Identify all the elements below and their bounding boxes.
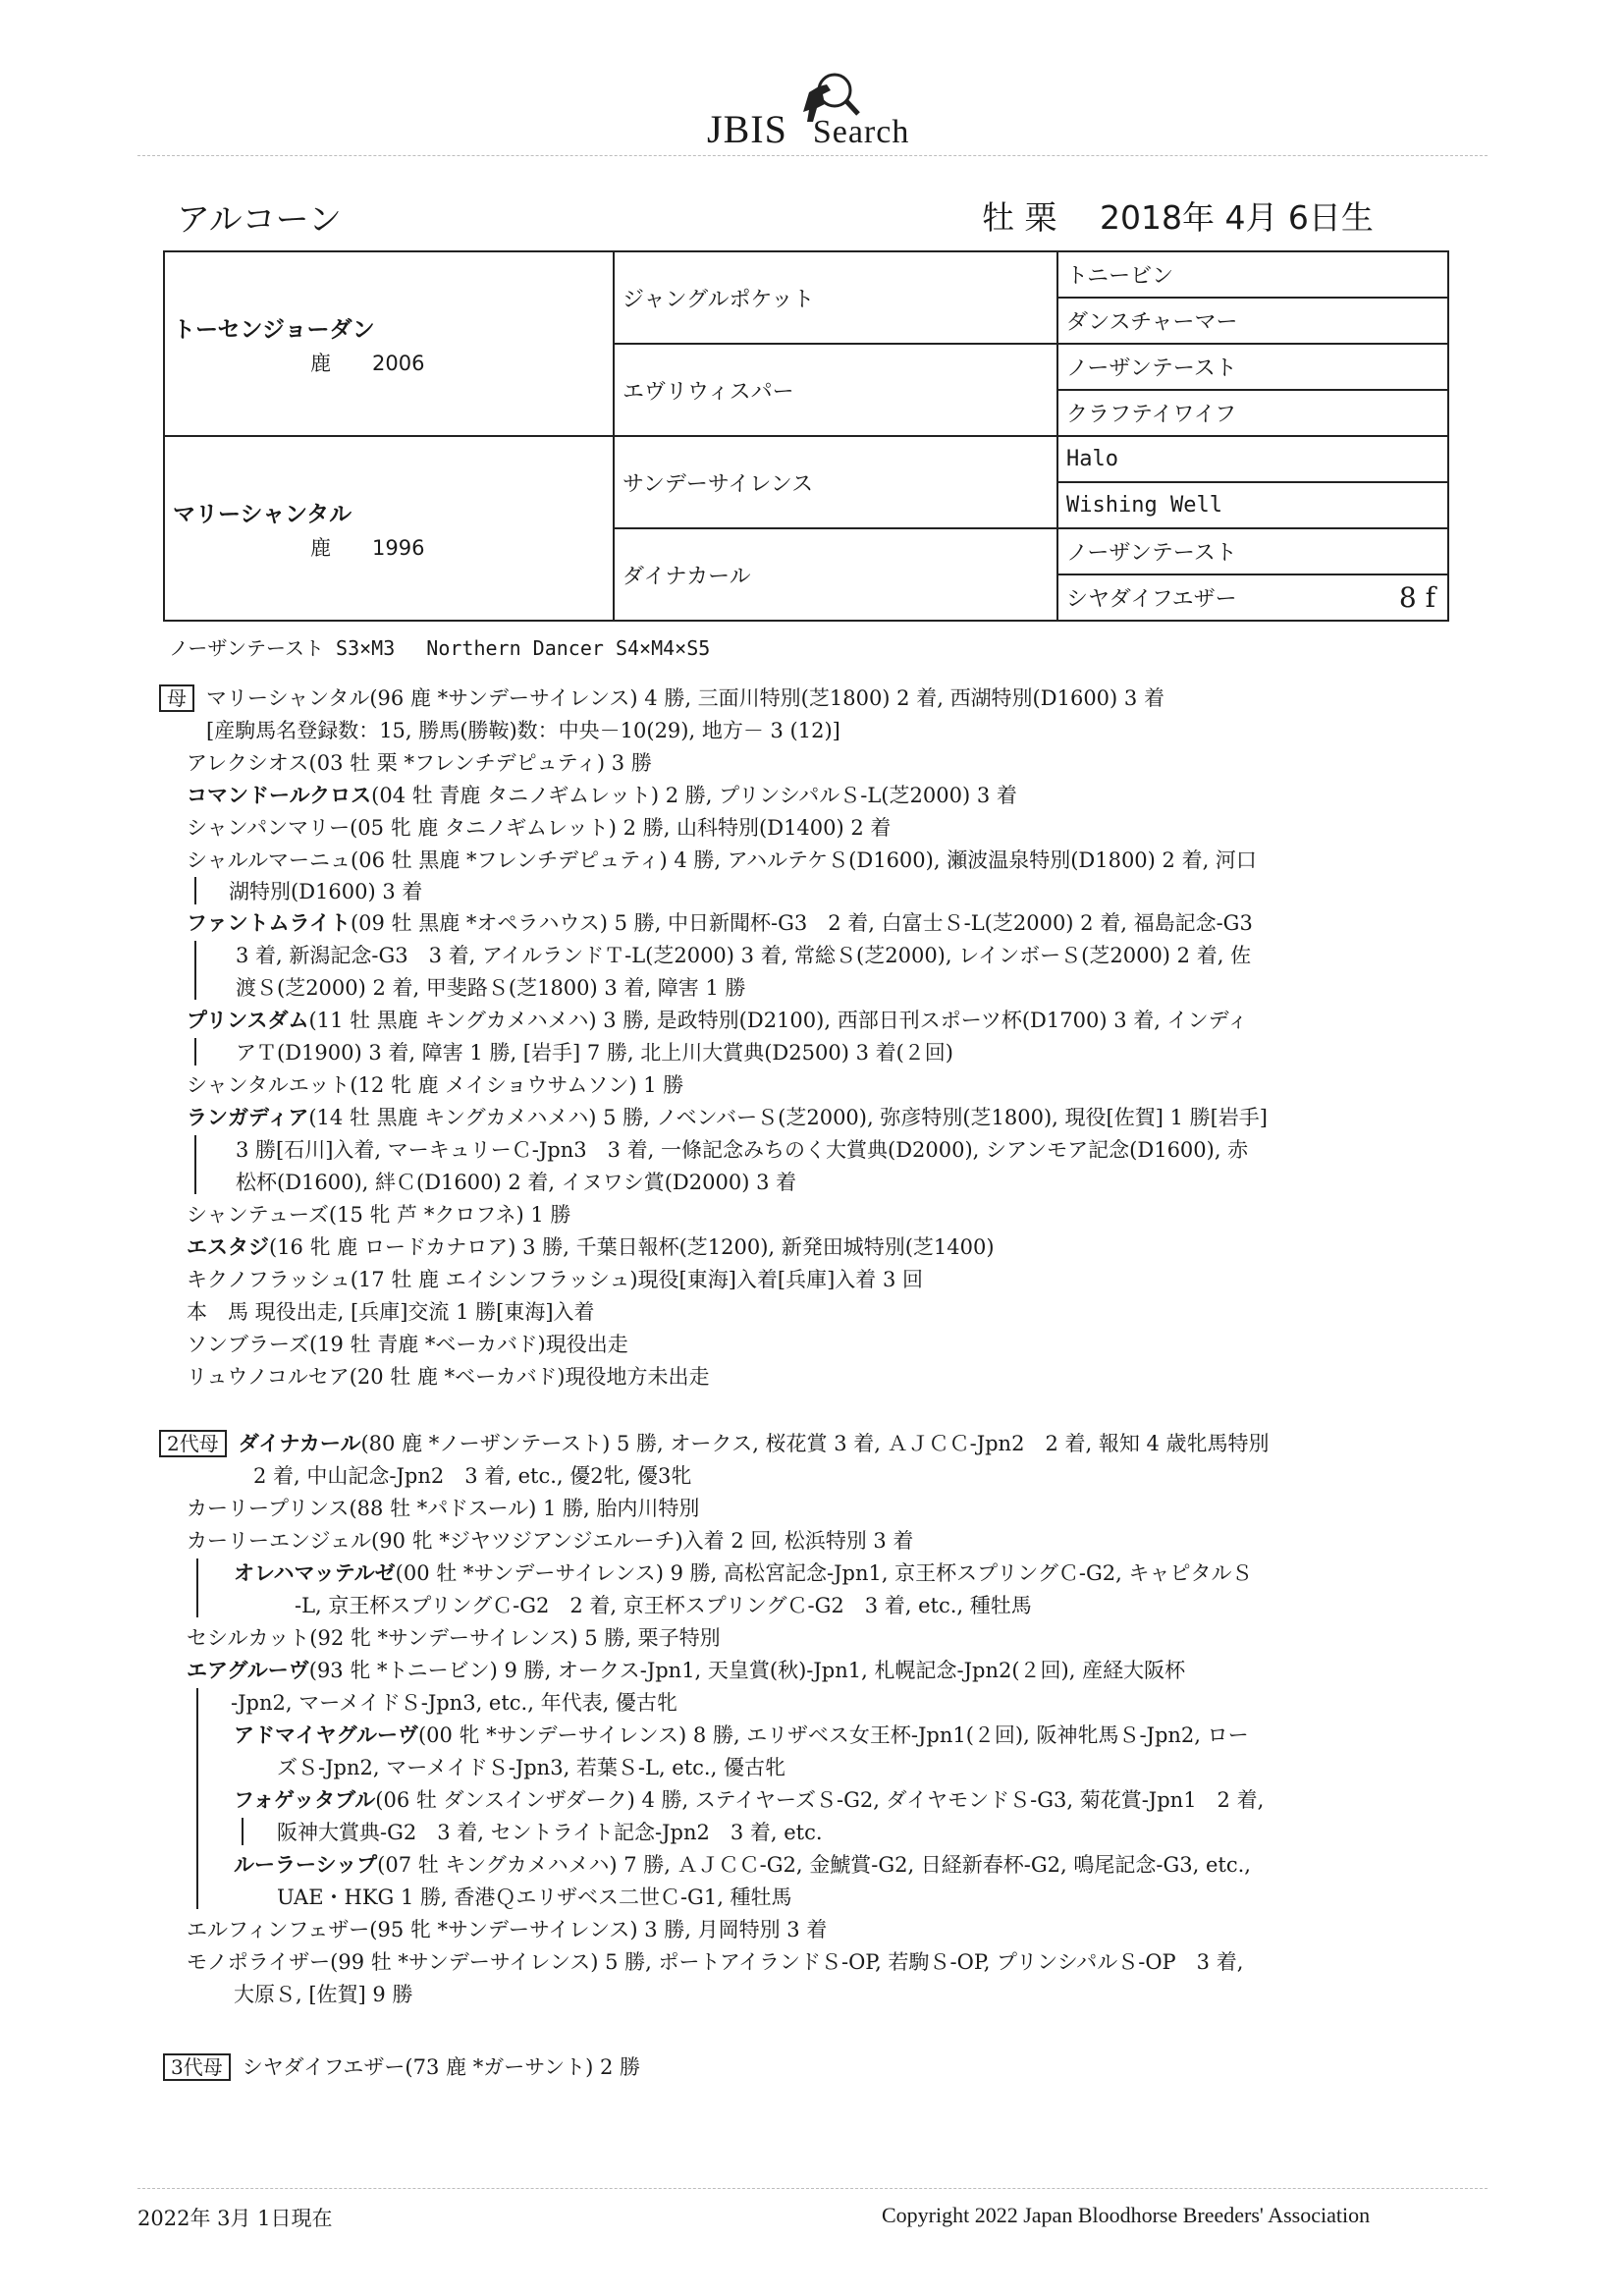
sire-cell [164,251,614,436]
list-item-cont: 松杯(D1600), 絆Ｃ(D1600) 2 着, イヌワシ賞(D2000) 3 着 [236,1171,797,1194]
horse-record: (07 牡 キングカメハメハ) 7 勝, ＡＪＣＣ-G2, 金鯱賞-G2, 日経新春杯-G2, 鳴尾記念-G3, etc., [377,1853,1251,1877]
list-item-cont: UAE・HKG 1 勝, 香港Ｑエリザベス二世Ｃ-G1, 種牡馬 [277,1886,792,1909]
ancestor-cell: Halo [1057,436,1448,482]
horse-name: アルコーン [177,200,342,240]
list-item-cont: アＴ(D1900) 3 着, 障害 1 勝, [岩手] 7 勝, 北上川大賞典(D2500) 3 着(２回) [236,1041,953,1065]
horse-name-bold: プリンスダム [187,1009,309,1032]
list-item: アレクシオス(03 牡 栗 *フレンチデピュティ) 3 勝 [187,751,652,775]
horse-name-bold: ランガディア [187,1106,309,1129]
third-dam-tag: 3代母 [163,2053,231,2081]
list-item: モノポライザー(99 牡 *サンデーサイレンス) 5 勝, ポートアイランドＳ-OP, 若駒Ｓ-OP, プリンシパルＳ-OP 3 着, [187,1950,1244,1974]
logo-search: Search [812,114,910,150]
list-item [187,1232,995,1262]
list-item-cont: ズＳ-Jpn2, マーメイドＳ-Jpn3, 若葉Ｓ-L, etc., 優古牝 [277,1756,785,1779]
list-item-cont: 湖特別(D1600) 3 着 [229,880,423,903]
list-item [187,908,1253,938]
horse-record: (06 牡 ダンスインザダーク) 4 勝, ステイヤーズＳ-G2, ダイヤモンドＳ-G3, 菊花賞-Jpn1 2 着, [375,1788,1265,1812]
list-item [234,1721,1249,1750]
ancestor-cell [1057,574,1448,621]
list-item: カーリーエンジェル(90 牝 *ジヤツジアンジエルーチ)入着 2 回, 松浜特別 3 着 [187,1529,914,1553]
list-item-cont: 阪神大賞典-G2 3 着, セントライト記念-Jpn2 3 着, etc. [277,1821,823,1844]
family-number: 8 f [1398,581,1435,614]
dam-sire-cell: サンデーサイレンス [614,436,1057,528]
sire-detail: 鹿 2006 [310,351,425,375]
list-item: シャルルマーニュ(06 牡 黒鹿 *フレンチデピュティ) 4 勝, アハルテケＳ(D1600), 瀬波温泉特別(D1800) 2 着, 河口 [187,848,1257,872]
ancestor-name: シヤダイフエザー [1066,587,1237,612]
header-divider [137,155,1488,156]
produce-stats: [産駒馬名登録数：15, 勝馬(勝鞍)数：中央－10(29), 地方－ 3 (12)] [206,719,840,742]
list-item [234,1850,1251,1880]
list-item-cont: -Jpn2, マーメイドＳ-Jpn3, etc., 年代表, 優古牝 [231,1691,677,1715]
list-item: エルフィンフェザー(95 牝 *サンデーサイレンス) 3 勝, 月岡特別 3 着 [187,1918,828,1941]
list-item: シャンパンマリー(05 牝 鹿 タニノギムレット) 2 勝, 山科特別(D1400) 2 着 [187,816,892,840]
horse-name-bold: ルーラーシップ [234,1853,378,1877]
horse-sex-color-birth: 牡 栗 2018年 4月 6日生 [982,198,1374,237]
pedigree-table [163,250,1449,622]
list-item [187,1006,1248,1035]
horse-name-bold: アドマイヤグルーヴ [234,1723,418,1747]
dam-name-text: マリーシャンタル [206,686,370,710]
list-item-cont: 2 着, 中山記念-Jpn2 3 着, etc., 優2牝, 優3牝 [253,1464,692,1488]
second-dam-record: (80 鹿 *ノーザンテースト) 5 勝, オークス, 桜花賞 3 着, ＡＪＣＣ-Jpn2 2 着, 報知 4 歳牝馬特別 [360,1432,1270,1455]
ancestor-cell: ノーザンテースト [1057,528,1448,574]
list-item: リュウノコルセア(20 牡 鹿 *ベーカバド)現役地方未出走 [187,1365,710,1389]
logo-jbis: JBIS [707,107,787,151]
inbreeding-note: ノーザンテースト S3×M3 Northern Dancer S4×M4×S5 [169,636,711,660]
list-item: キクノフラッシュ(17 牡 鹿 エイシンフラッシュ)現役[東海]入着[兵庫]入着 3 回 [187,1268,923,1291]
list-item [234,1785,1264,1815]
list-item: シャンテューズ(15 牝 芦 *クロフネ) 1 勝 [187,1203,571,1227]
dam-line [159,683,1164,713]
descendant-bar [196,1688,198,1909]
horse-name-bold: ファントムライト [187,911,351,935]
dam-cell [164,436,614,621]
horse-record: (14 牡 黒鹿 キングカメハメハ) 5 勝, ノベンバーＳ(芝2000), 弥彦特別(芝1800), 現役[佐賀] 1 勝[岩手] [308,1106,1269,1129]
horse-record: (00 牡 *サンデーサイレンス) 9 勝, 高松宮記念-Jpn1, 京王杯スプリングＣ-G2, キャピタルＳ [395,1561,1253,1585]
jbis-search-logo [707,69,943,157]
list-item: カーリープリンス(88 牡 *パドスール) 1 勝, 胎内川特別 [187,1497,700,1520]
ancestor-cell: クラフテイワイフ [1057,390,1448,436]
list-item-cont: 大原Ｓ, [佐賀] 9 勝 [234,1983,413,2006]
descendant-bar [242,1818,244,1845]
list-item-cont: -L, 京王杯スプリングＣ-G2 2 着, 京王杯スプリングＣ-G2 3 着, etc., 種牡馬 [295,1594,1032,1617]
ancestor-cell: Wishing Well [1057,482,1448,528]
horse-name-bold: フォゲッタブル [234,1788,376,1812]
second-dam-line [159,1429,1270,1458]
descendant-bar [194,1038,196,1066]
horse-record: (09 牡 黒鹿 *オペラハウス) 5 勝, 中日新聞杯-G3 2 着, 白富士Ｓ-L(芝2000) 2 着, 福島記念-G3 [350,911,1253,935]
list-item: ソンブラーズ(19 牡 青鹿 *ベーカバド)現役出走 [187,1333,628,1356]
horse-name-bold: エスタジ [187,1235,269,1259]
horse-record: (93 牝 *トニービン) 9 勝, オークス-Jpn1, 天皇賞(秋)-Jpn1, 札幌記念-Jpn2(２回), 産経大阪杯 [308,1659,1186,1682]
horse-record: (11 牡 黒鹿 キングカメハメハ) 3 勝, 是政特別(D2100), 西部日刊スポーツ杯(D1700) 3 着, インディ [308,1009,1248,1032]
descendant-bar [194,877,196,904]
descendant-bar [196,1558,198,1617]
horse-name-bold: エアグルーヴ [187,1659,309,1682]
ancestor-cell: ノーザンテースト [1057,344,1448,390]
dam-detail: 鹿 1996 [310,535,425,560]
second-dam-name: ダイナカール [238,1432,361,1455]
sire-dam-cell: エヴリウィスパー [614,344,1057,436]
list-item-cont: 3 勝[石川]入着, マーキュリーＣ-Jpn3 3 着, 一條記念みちのく大賞典(D2000), シアンモア記念(D1600), 赤 [236,1138,1249,1162]
horse-record: (00 牝 *サンデーサイレンス) 8 勝, エリザベス女王杯-Jpn1(２回), 阪神牝馬Ｓ-Jpn2, ロー [417,1723,1249,1747]
horse-magnifier-icon [793,69,872,128]
list-item: 本 馬 現役出走, [兵庫]交流 1 勝[東海]入着 [187,1300,595,1324]
horse-name-bold: オレハマッテルゼ [234,1561,396,1585]
horse-name-bold: コマンドールクロス [187,784,372,807]
ancestor-cell: トニービン [1057,251,1448,298]
second-dam-tag: 2代母 [159,1430,227,1457]
list-item [187,1103,1268,1132]
dam-tag: 母 [159,684,194,712]
third-dam-line [163,2052,640,2082]
list-item-cont: 3 着, 新潟記念-G3 3 着, アイルランドＴ-L(芝2000) 3 着, 常総Ｓ(芝2000), レインボーＳ(芝2000) 2 着, 佐 [236,944,1252,967]
sire-sire-cell: ジャングルポケット [614,251,1057,344]
descendant-bar [194,941,196,1000]
horse-record: (04 牡 青鹿 タニノギムレット) 2 勝, プリンシパルＳ-L(芝2000) 3 着 [371,784,1017,807]
list-item: シャンタルエット(12 牝 鹿 メイショウサムソン) 1 勝 [187,1073,684,1097]
list-item [234,1558,1253,1588]
dam-name: マリーシャンタル [173,501,352,527]
third-dam-record: シヤダイフエザー(73 鹿 *ガーサント) 2 勝 [242,2055,641,2079]
as-of-date: 2022年 3月 1日現在 [137,2207,333,2230]
dam-record: (96 鹿 *サンデーサイレンス) 4 勝, 三面川特別(芝1800) 2 着, 西湖特別(D1600) 3 着 [369,686,1164,710]
list-item [187,1656,1185,1685]
list-item-cont: 渡Ｓ(芝2000) 2 着, 甲斐路Ｓ(芝1800) 3 着, 障害 1 勝 [236,976,746,1000]
descendant-bar [194,1135,196,1194]
list-item: セシルカット(92 牝 *サンデーサイレンス) 5 勝, 栗子特別 [187,1626,721,1650]
footer-divider [137,2188,1488,2189]
dam-dam-cell: ダイナカール [614,528,1057,621]
horse-record: (16 牝 鹿 ロードカナロア) 3 勝, 千葉日報杯(芝1200), 新発田城特別(芝1400) [269,1235,995,1259]
sire-name: トーセンジョーダン [173,316,375,343]
ancestor-cell: ダンスチャーマー [1057,298,1448,344]
copyright: Copyright 2022 Japan Bloodhorse Breeders' Association [882,2203,1371,2227]
list-item [187,781,1017,810]
